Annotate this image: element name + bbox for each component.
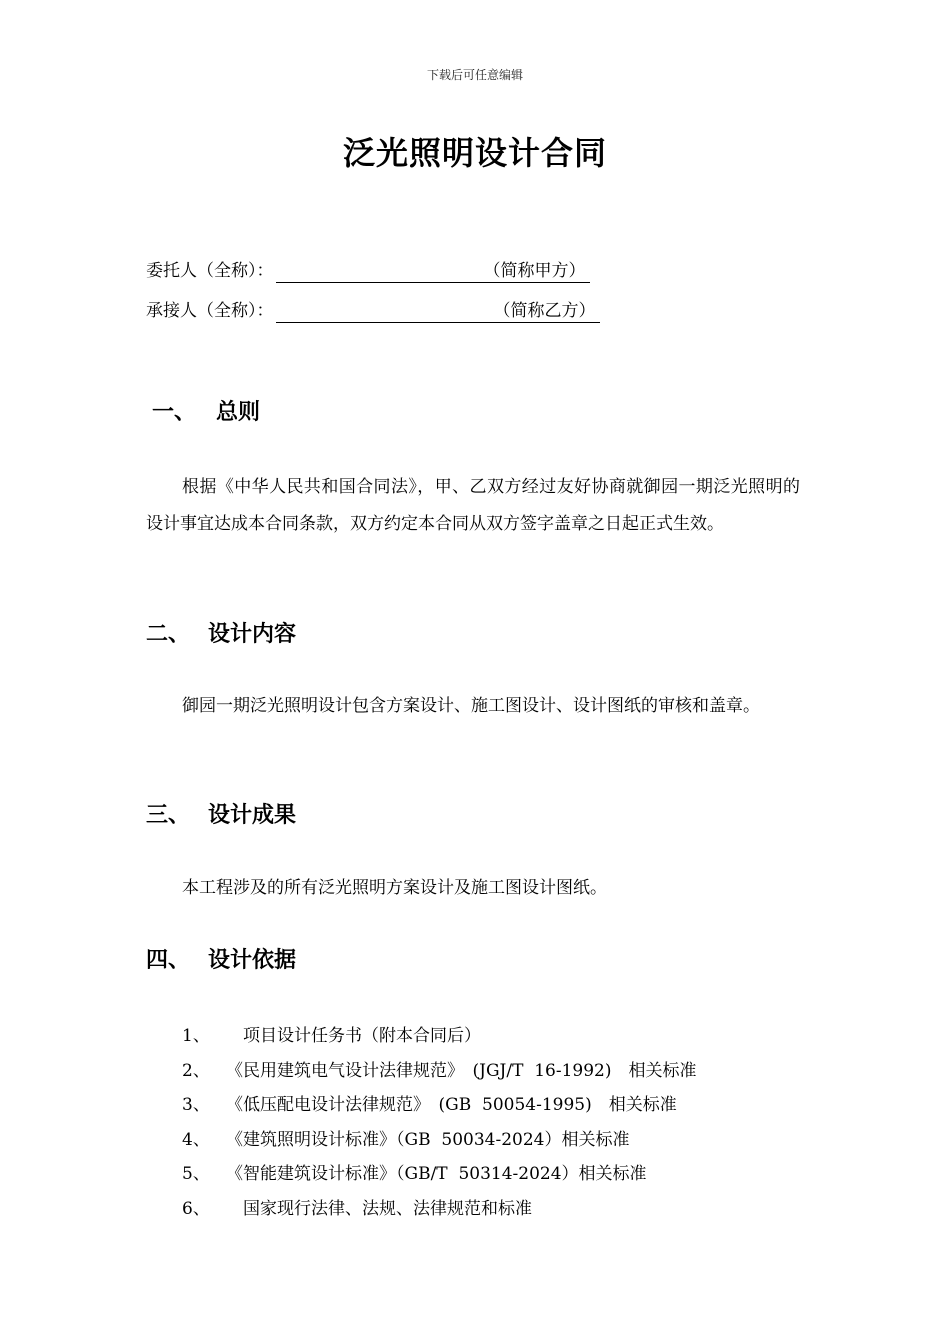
section-number: 二、 <box>146 622 191 647</box>
basis-item-text: 《民用建筑电气设计法律规范》 (JGJ/T 16-1992) 相关标准 <box>226 1061 697 1081</box>
client-party-line <box>146 256 590 283</box>
basis-item-text: 《智能建筑设计标准》（GB/T 50314-2024）相关标准 <box>226 1164 647 1184</box>
basis-item-index: 6、 <box>182 1199 210 1219</box>
section-title: 设计内容 <box>208 622 297 647</box>
basis-item-index: 4、 <box>182 1130 210 1150</box>
basis-item-index: 3、 <box>182 1095 210 1115</box>
contract-title: 泛光照明设计合同 <box>342 134 607 172</box>
section-body-general: 根据《中华人民共和国合同法》，甲、乙双方经过友好协商就御园一期泛光照明的设计事宜达成本合同条款，双方约定本合同从双方签字盖章之日起正式生效。 <box>146 477 800 534</box>
basis-item-text: 国家现行法律、法规、法律规范和标准 <box>226 1199 532 1219</box>
basis-item-text: 《低压配电设计法律规范》 (GB 50054-1995) 相关标准 <box>226 1095 677 1115</box>
section-title: 总则 <box>216 400 261 425</box>
basis-item-text: 《建筑照明设计标准》（GB 50034-2024）相关标准 <box>226 1130 630 1150</box>
section-title: 设计成果 <box>208 803 297 828</box>
basis-item <box>182 1056 697 1081</box>
contractor-party-blank <box>276 300 600 323</box>
header-note: 下载后可任意编辑 <box>426 68 523 82</box>
client-party-suffix: （简称甲方） <box>483 261 586 281</box>
basis-item <box>182 1159 647 1184</box>
basis-item <box>182 1090 677 1115</box>
client-party-label: 委托人（全称）： <box>146 261 274 281</box>
basis-item-index: 1、 <box>182 1026 210 1046</box>
section-body-design-deliverables: 本工程涉及的所有泛光照明方案设计及施工图设计图纸。 <box>182 878 607 898</box>
basis-item-index: 5、 <box>182 1164 210 1184</box>
basis-item <box>182 1125 629 1150</box>
section-heading-design-content <box>146 617 296 648</box>
basis-item-index: 2、 <box>182 1061 210 1081</box>
section-heading-design-basis <box>146 943 296 974</box>
contractor-party-line <box>146 296 600 323</box>
section-body-design-content: 御园一期泛光照明设计包含方案设计、施工图设计、设计图纸的审核和盖章。 <box>182 696 760 716</box>
basis-item <box>182 1194 532 1219</box>
client-party-blank <box>276 260 590 283</box>
section-number: 四、 <box>146 948 191 973</box>
section-heading-design-deliverables <box>146 798 296 829</box>
section-heading-general <box>152 395 260 426</box>
basis-item-text: 项目设计任务书（附本合同后） <box>226 1026 481 1046</box>
contractor-party-suffix: （简称乙方） <box>493 301 596 321</box>
section-number: 三、 <box>146 803 191 828</box>
basis-item <box>182 1021 481 1046</box>
section-title: 设计依据 <box>208 948 297 973</box>
section-number: 一、 <box>152 400 197 425</box>
contractor-party-label: 承接人（全称）： <box>146 301 274 321</box>
